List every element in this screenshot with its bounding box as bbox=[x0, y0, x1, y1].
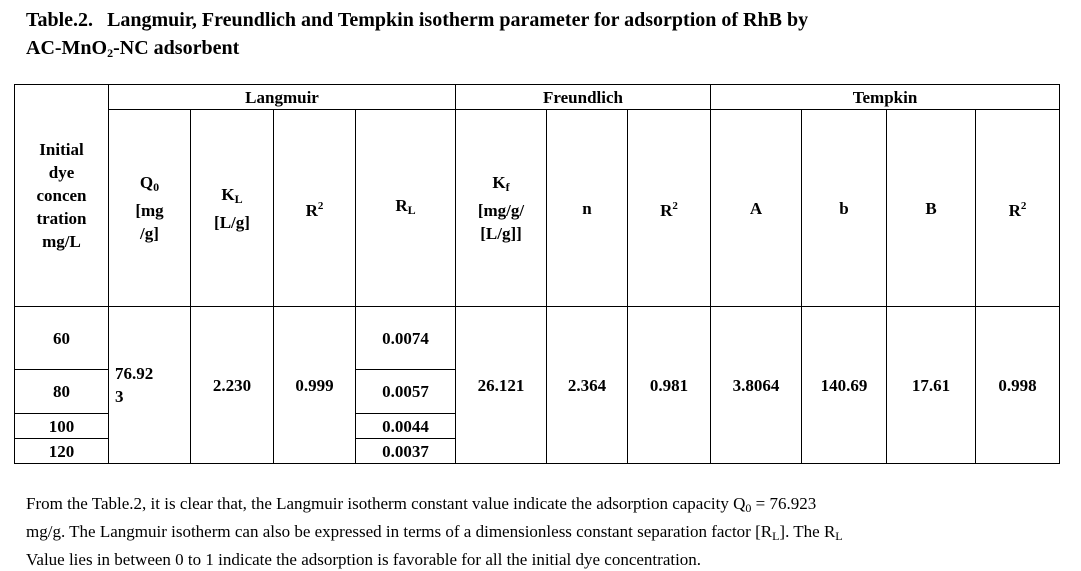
kl-value: 2.230 bbox=[191, 307, 274, 464]
rl-value: 0.0057 bbox=[356, 370, 456, 414]
body-paragraph bbox=[26, 492, 1076, 571]
freundlich-r2-value: 0.981 bbox=[628, 307, 711, 464]
kf-header: $K_f$ [mg/g/ [L/g]] bbox=[456, 110, 547, 307]
tempkin-group-header: Tempkin bbox=[711, 85, 1060, 110]
tempkin-a-header: A bbox=[711, 110, 802, 307]
tempkin-b-header: b bbox=[802, 110, 887, 307]
parameter-header-row bbox=[15, 110, 1060, 307]
rl-value: 0.0037 bbox=[356, 439, 456, 464]
langmuir-group-header: Langmuir bbox=[109, 85, 456, 110]
tempkin-r2-header: $R^2$ bbox=[976, 110, 1060, 307]
paragraph-line-3: Value lies in between 0 to 1 indicate the adsorption is favorable for all the initial dye concentration. bbox=[26, 550, 702, 569]
tempkin-B-header: B bbox=[887, 110, 976, 307]
n-value: 2.364 bbox=[547, 307, 628, 464]
isotherm-table bbox=[14, 84, 1060, 464]
langmuir-r2-header: $R^2$ bbox=[274, 110, 356, 307]
rl-value: 0.0074 bbox=[356, 307, 456, 370]
concentration-cell: 80 bbox=[15, 370, 109, 414]
table-number: Table.2. bbox=[26, 9, 94, 31]
concentration-cell: 100 bbox=[15, 414, 109, 439]
rl-header: $R_L$ bbox=[356, 110, 456, 307]
tempkin-a-value: 3.8064 bbox=[711, 307, 802, 464]
title-line-1 bbox=[26, 6, 1076, 34]
tempkin-B-value: 17.61 bbox=[887, 307, 976, 464]
tempkin-b-value: 140.69 bbox=[802, 307, 887, 464]
langmuir-r2-value: 0.999 bbox=[274, 307, 356, 464]
concentration-cell: 60 bbox=[15, 307, 109, 370]
concentration-cell: 120 bbox=[15, 439, 109, 464]
title-line-2: AC-MnO$_2$-NC adsorbent bbox=[26, 37, 240, 60]
freundlich-r2-header: $R^2$ bbox=[628, 110, 711, 307]
table-title bbox=[26, 6, 1076, 67]
initial-concentration-header: Initial dye concen tration mg/L bbox=[15, 85, 109, 307]
table-row bbox=[15, 307, 1060, 370]
tempkin-r2-value: 0.998 bbox=[976, 307, 1060, 464]
kl-header: $K_L$ [L/g] bbox=[191, 110, 274, 307]
freundlich-group-header: Freundlich bbox=[456, 85, 711, 110]
group-header-row bbox=[15, 85, 1060, 110]
rl-value: 0.0044 bbox=[356, 414, 456, 439]
q0-header: $Q_0$ [mg /g] bbox=[109, 110, 191, 307]
title-text: Langmuir, Freundlich and Tempkin isotherm parameter for adsorption of RhB by bbox=[107, 9, 809, 31]
paragraph-line-1: From the Table.2, it is clear that, the Langmuir isotherm constant value indicate the adsorption capacity $Q_0 = 76.923$ bbox=[26, 494, 817, 515]
paragraph-line-2: mg/g. The Langmuir isotherm can also be expressed in terms of a dimensionless constant separation factor $[R_L]$. The $R_L$ bbox=[26, 522, 843, 543]
kf-value: 26.121 bbox=[456, 307, 547, 464]
n-header: n bbox=[547, 110, 628, 307]
q0-value: 76.92 3 bbox=[109, 307, 191, 464]
